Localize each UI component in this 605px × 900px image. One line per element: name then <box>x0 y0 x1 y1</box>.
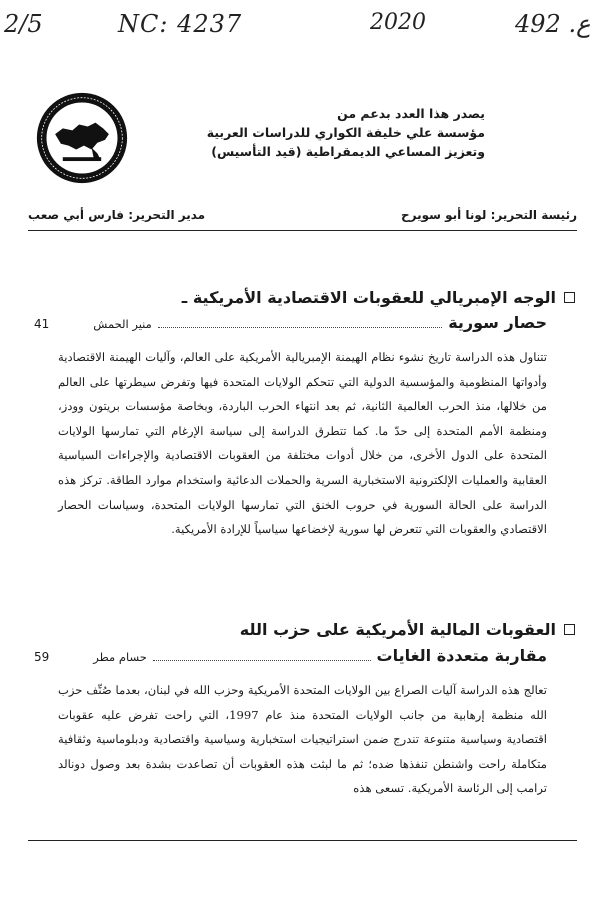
entry-2-title-text: العقوبات المالية الأمريكية على حزب الله <box>239 620 556 639</box>
entry-1-title <box>182 288 575 307</box>
handwritten-fraction: 2/5 <box>4 10 43 38</box>
entry-1-subline <box>34 313 547 332</box>
divider-bottom <box>28 840 577 841</box>
entry-2-subtitle: مقاربة متعددة الغايات <box>376 646 547 665</box>
entry-2-subline <box>34 646 547 665</box>
dot-leader <box>153 650 371 661</box>
entry-2-title <box>240 620 575 639</box>
managing-editor: مدير التحرير: فارس أبي صعب <box>28 208 206 222</box>
entry-2-abstract <box>58 678 547 801</box>
editors-row <box>28 208 577 222</box>
header-support-line: يصدر هذا العدد بدعم من <box>337 106 485 121</box>
entry-1-abstract <box>58 345 547 542</box>
publisher-header <box>145 104 485 161</box>
checkbox-icon <box>564 292 575 303</box>
entry-1-author: منير الحمش <box>93 317 152 331</box>
entry-1-title-text: الوجه الإمبريالي للعقوبات الاقتصادية الأمريكية ـ <box>181 288 556 307</box>
handwritten-year: 2020 <box>370 10 426 35</box>
foundation-logo <box>34 90 130 186</box>
entry-1-page: 41 <box>34 317 50 331</box>
divider-top <box>28 230 577 231</box>
checkbox-icon <box>564 624 575 635</box>
editor-in-chief: رئيسة التحرير: لونا أبو سويرح <box>400 208 577 222</box>
entry-1-subtitle: حصار سورية <box>448 313 547 332</box>
entry-2-author: حسام مطر <box>93 650 147 664</box>
entry-1-abstract-text: تتناول هذه الدراسة تاريخ نشوء نظام الهيمنة الإمبريالية الأمريكية على العالم، وآليات الهيمنة الاقتصادية وأدواتها المنظومية والمؤسسية الدولية التي تتحكم الولايات المتحدة فيها وتفرض سيطرتها على العالم من خلالها، منذ الحرب العالمية الثانية، ثم بعد انتهاء الحرب الباردة، وبخاصة مؤسسات بريتون وودز، ومنظمة الأمم المتحدة إلى حدّ ما. كما تتطرق الدراسة إلى سياسة الإرغام التي تمارسها الولايات المتحدة على الدول الأخرى، من خلال أدوات مختلفة من العقوبات الاقتصادية والإجراءات السياسية العقابية والعمليات الإلكترونية الاستخبارية السرية والحملات الدعائية واستخدام موارد الطاقة. تركز هذه الدراسة على الحالة السورية في حروب الخنق التي تمارسها الولايات المتحدة، وسياسات الحصار الاقتصادي والعقوبات التي تتعرض لها سورية لإخضاعها سياسياً للإرادة الأمريكية. <box>58 350 547 537</box>
entry-2-page: 59 <box>34 650 50 664</box>
header-foundation-subtitle: وتعزيز المساعي الديمقراطية (قيد التأسيس) <box>211 144 485 159</box>
dot-leader <box>158 317 442 328</box>
entry-2-abstract-text: تعالج هذه الدراسة آليات الصراع بين الولايات المتحدة الأمريكية وحزب الله في لبنان، بعدما صُنِّف حزب الله منظمة إرهابية من جانب الولايات المتحدة منذ عام 1997، التي راحت تفرض عليه عقوبات اقتصادية وسياسية متنوعة تندرج ضمن استراتيجيات استخبارية وسياسية واقتصادية ودبلوماسية وثقافية متكاملة راحت واشنطن تنفذها ضده؛ ثم ما لبثت هذه العقوبات أن تصاعدت بشدة بعد وصول دونالد ترامب إلى الرئاسة الأمريكية. تسعى هذه <box>58 683 547 796</box>
handwritten-reference: NC: 4237 <box>118 10 243 38</box>
handwritten-code: 492 .ع <box>515 10 591 38</box>
header-foundation-name: مؤسسة علي خليفة الكواري للدراسات العربية <box>206 125 485 140</box>
